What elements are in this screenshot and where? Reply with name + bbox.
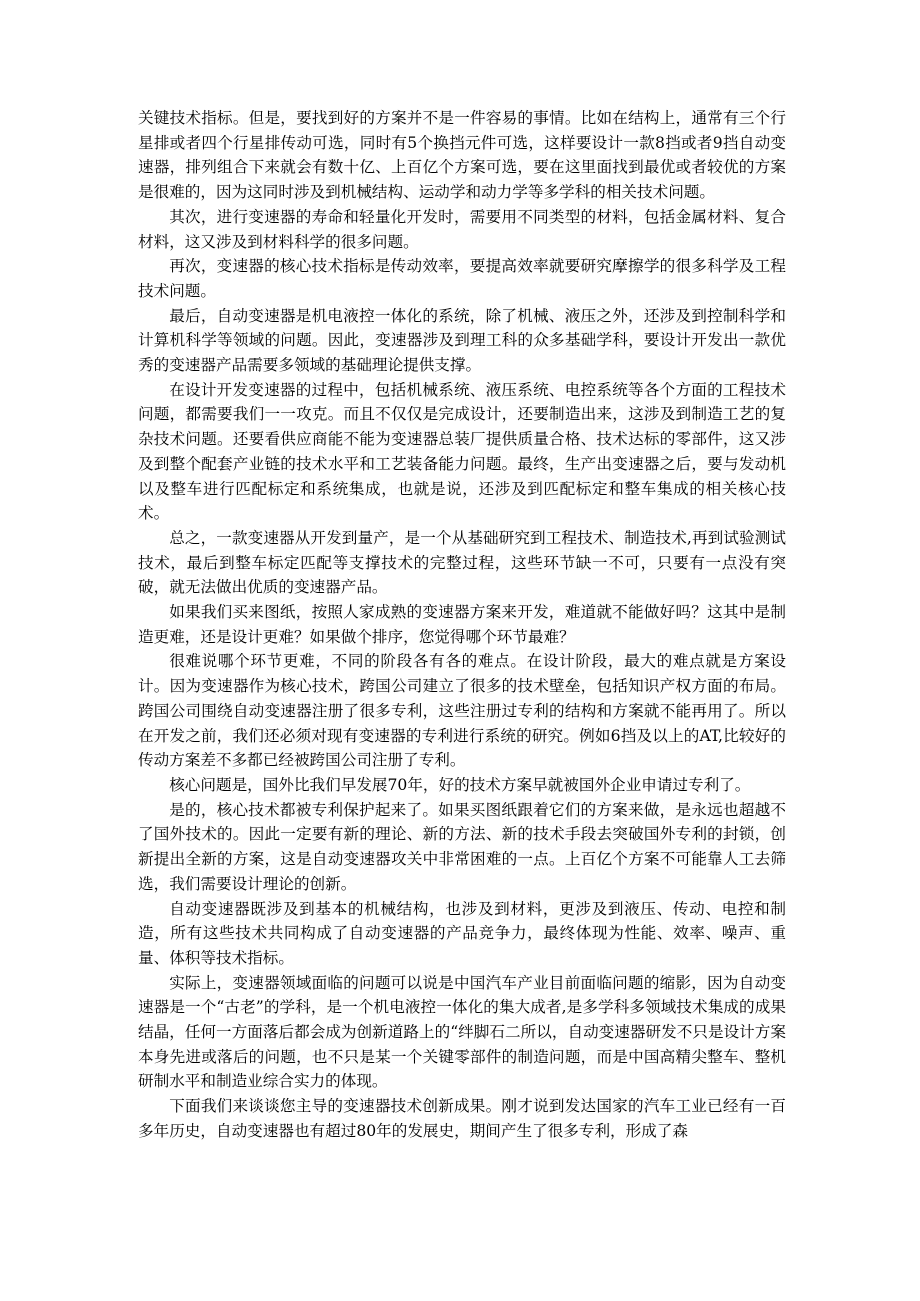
paragraph-7: 如果我们买来图纸，按照人家成熟的变速器方案来开发，难道就不能做好吗？这其中是制造更难，还是设计更难？如果做个排序，您觉得哪个环节最难？: [138, 603, 786, 646]
paragraph-6: 总之，一款变速器从开发到量产，是一个从基础研究到工程技术、制造技术,再到试验测试技术，最后到整车标定匹配等支撑技术的完整过程，这些环节缺一不可，只要有一点没有突破，就无法做出优质的变速器产品。: [138, 528, 786, 597]
paragraph-2: 其次，进行变速器的寿命和轻量化开发时，需要用不同类型的材料，包括金属材料、复合材料，这又涉及到材料科学的很多问题。: [138, 207, 786, 251]
paragraph-8: 很难说哪个环节更难，不同的阶段各有各的难点。在设计阶段，最大的难点就是方案设计。因为变速器作为核心技术，跨国公司建立了很多的技术壁垒，包括知识产权方面的布局。跨国公司围绕自动变速器注册了很多专利，这些注册过专利的结构和方案就不能再用了。所以在开发之前，我们还必须对现有变速器的专利进行系统的研究。例如6挡及以上的AT,比较好的传动方案差不多都已经被跨国公司注册了专利。: [138, 652, 786, 770]
paragraph-13: 下面我们来谈谈您主导的变速器技术创新成果。刚才说到发达国家的汽车工业已经有一百多年历史，自动变速器也有超过80年的发展史，期间产生了很多专利，形成了森: [138, 1097, 786, 1140]
paragraph-10: 是的，核心技术都被专利保护起来了。如果买图纸跟着它们的方案来做，是永远也超越不了国外技术的。因此一定要有新的理论、新的方法、新的技术手段去突破国外专利的封锁，创新提出全新的方案，这是自动变速器攻关中非常困难的一点。上百亿个方案不可能靠人工去筛选，我们需要设计理论的创新。: [138, 800, 786, 893]
document-body: [138, 106, 786, 1144]
paragraph-4: 最后，自动变速器是机电液控一体化的系统，除了机械、液压之外，还涉及到控制科学和计算机科学等领域的问题。因此，变速器涉及到理工科的众多基础学科，要设计开发出一款优秀的变速器产品需要多领域的基础理论提供支撑。: [138, 306, 786, 375]
paragraph-1: 关键技术指标。但是，要找到好的方案并不是一件容易的事情。比如在结构上，通常有三个行星排或者四个行星排传动可选，同时有5个换挡元件可选，这样要设计一款8挡或者9挡自动变速器，排列组合下来就会有数十亿、上百亿个方案可选，要在这里面找到最优或者较优的方案是很难的，因为这同时涉及到机械结构、运动学和动力学等多学科的相关技术问题。: [138, 109, 786, 202]
paragraph-12: 实际上，变速器领域面临的问题可以说是中国汽车产业目前面临问题的缩影，因为自动变速器是一个“古老”的学科，是一个机电液控一体化的集大成者,是多学科多领域技术集成的成果结晶，任何一方面落后都会成为创新道路上的“绊脚石二所以，自动变速器研发不只是设计方案本身先进或落后的问题，也不只是某一个关键零部件的制造问题，而是中国高精尖整车、整机研制水平和制造业综合实力的体现。: [138, 973, 786, 1091]
paragraph-9: 核心问题是，国外比我们早发展70年，好的技术方案早就被国外企业申请过专利了。: [169, 775, 751, 794]
paragraph-5: 在设计开发变速器的过程中，包括机械系统、液压系统、电控系统等各个方面的工程技术问题，都需要我们一一攻克。而且不仅仅是完成设计，还要制造出来，这涉及到制造工艺的复杂技术问题。还要看供应商能不能为变速器总装厂提供质量合格、技术达标的零部件，这又涉及到整个配套产业链的技术水平和工艺装备能力问题。最终，生产出变速器之后，要与发动机以及整车进行匹配标定和系统集成，也就是说，还涉及到匹配标定和整车集成的相关核心技术。: [138, 380, 786, 523]
paragraph-3: 再次，变速器的核心技术指标是传动效率，要提高效率就要研究摩擦学的很多科学及工程技术问题。: [138, 257, 786, 300]
paragraph-11: 自动变速器既涉及到基本的机械结构，也涉及到材料，更涉及到液压、传动、电控和制造，所有这些技术共同构成了自动变速器的产品竞争力，最终体现为性能、效率、噪声、重量、体积等技术指标。: [138, 899, 786, 967]
